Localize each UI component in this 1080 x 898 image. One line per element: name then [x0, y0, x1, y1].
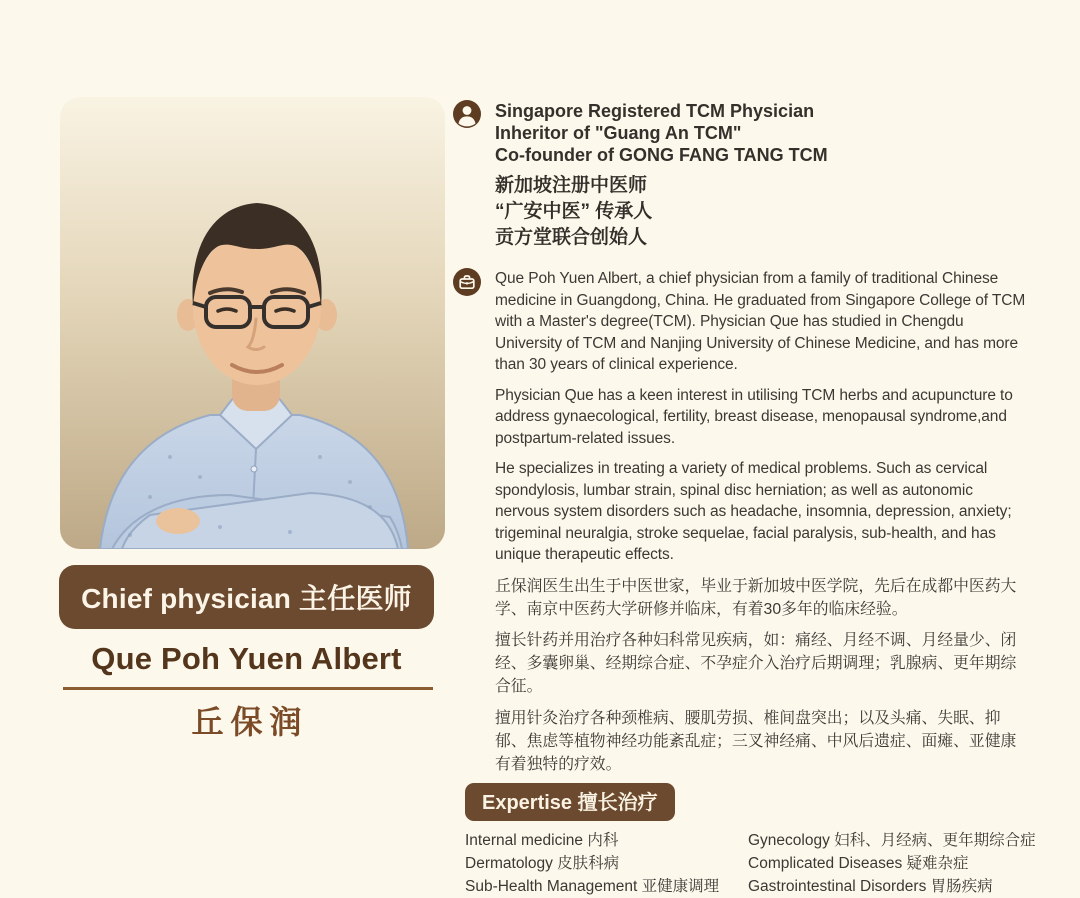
- expertise-item: Dermatology 皮肤科病: [465, 855, 620, 873]
- name-divider: [63, 687, 433, 690]
- profile-details: [453, 100, 1038, 898]
- physician-name-cn: 丘保润: [191, 704, 309, 740]
- role-banner: [59, 565, 434, 629]
- person-icon: [453, 100, 481, 128]
- bio-paragraph: 擅长针药并用治疗各种妇科常见疾病，如：痛经、月经不调、月经量少、闭经、多囊卵巢、经期综合症、不孕症介入治疗后期调理；乳腺病、更年期综合征。: [495, 631, 1017, 696]
- bio-paragraph: Physician Que has a keen interest in utilising TCM herbs and acupuncture to address gynaecological, fertility, breast disease, menopausal syndrome,and postpartum-related issues.: [495, 386, 1013, 447]
- titles-section: [453, 100, 1038, 251]
- expertise-badge: Expertise 擅长治疗: [465, 783, 675, 821]
- title-line: Singapore Registered TCM Physician: [495, 101, 815, 121]
- expertise-list: [453, 829, 1038, 898]
- titles-english: [495, 100, 828, 166]
- title-line: “广安中医” 传承人: [495, 201, 653, 222]
- role-banner-label: Chief physician 主任医师: [81, 583, 412, 614]
- physician-photo: [60, 97, 445, 549]
- expertise-column-left: [465, 829, 748, 898]
- titles-chinese: [495, 173, 828, 251]
- physician-name-en: Que Poh Yuen Albert: [91, 641, 402, 676]
- physician-portrait-illustration: [60, 97, 445, 549]
- expertise-item: Complicated Diseases 疑难杂症: [748, 855, 969, 873]
- biography-section: [453, 268, 1038, 776]
- biography-text: [495, 268, 1028, 776]
- expertise-column-right: [748, 829, 1038, 898]
- expertise-item: Gynecology 妇科、月经病、更年期综合症: [748, 832, 1036, 850]
- title-line: 新加坡注册中医师: [495, 175, 648, 196]
- bio-paragraph: He specializes in treating a variety of medical problems. Such as cervical spondylosis, lumbar strain, spinal disc herniation; as well as autonomic nervous system disorders such as headache, insomnia, depression, anxiety; trigeminal neuralgia, stroke sequelae, facial paralysis, sub-health, and has unique therapeutic effects.: [495, 460, 1012, 563]
- title-line: Inheritor of "Guang An TCM": [495, 123, 742, 143]
- expertise-item: Sub-Health Management 亚健康调理: [465, 878, 720, 896]
- title-line: Co-founder of GONG FANG TANG TCM: [495, 145, 828, 165]
- briefcase-icon: [453, 268, 481, 296]
- titles-text: [495, 100, 828, 251]
- expertise-item: Internal medicine 内科: [465, 832, 619, 850]
- expertise-item: Gastrointestinal Disorders 胃肠疾病: [748, 878, 993, 896]
- title-line: 贡方堂联合创始人: [495, 227, 648, 248]
- bio-paragraph: 擅用针灸治疗各种颈椎病、腰肌劳损、椎间盘突出；以及头痛、失眠、抑郁、焦虑等植物神经功能紊乱症；三叉神经痛、中风后遗症、面瘫、亚健康有着独特的疗效。: [495, 709, 1017, 773]
- bio-paragraph: Que Poh Yuen Albert, a chief physician from a family of traditional Chinese medicine in Guangdong, China. He graduated from Singapore College of TCM with a Master's degree(TCM). Physician Que has studied in Chengdu University of TCM and Nanjing University of Chinese Medicine, and has more than 30 years of clinical experience.: [495, 270, 1026, 373]
- bio-paragraph: 丘保润医生出生于中医世家，毕业于新加坡中医学院，先后在成都中医药大学、南京中医药大学研修并临床，有着30多年的临床经验。: [495, 577, 1017, 618]
